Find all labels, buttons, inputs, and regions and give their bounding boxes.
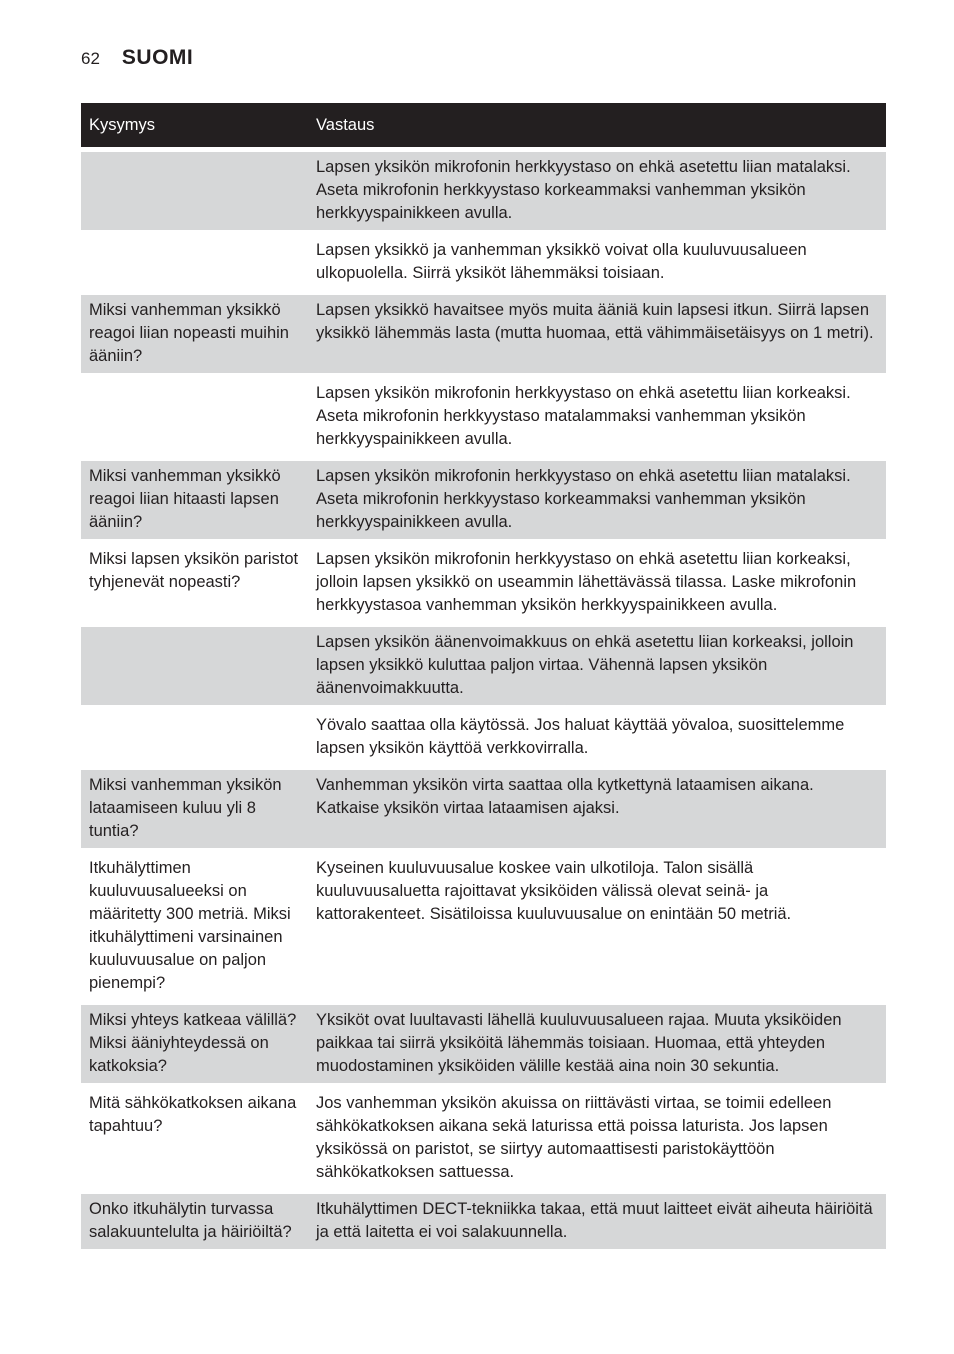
- page-number: 62: [81, 49, 100, 68]
- answer-cell: Lapsen yksikön mikrofonin herkkyystaso on ehkä asetettu liian korkeaksi. Aseta mikrofonin herkkyystaso matalammaksi vanhemman yksikön herkkyyspainikkeen avulla.: [316, 384, 851, 448]
- question-cell: Miksi vanhemman yksikkö reagoi liian hitaasti lapsen ääniin?: [81, 461, 308, 539]
- answer-cell: Lapsen yksikön äänenvoimakkuus on ehkä asetettu liian korkeaksi, jolloin lapsen yksikkö kuluttaa paljon virtaa. Vähennä lapsen yksikön äänenvoimakkuutta.: [308, 627, 886, 705]
- answer-cell: Lapsen yksikön mikrofonin herkkyystaso on ehkä asetettu liian matalaksi. Aseta mikrofonin herkkyystaso korkeammaksi vanhemman yksikön herkkyyspainikkeen avulla.: [308, 152, 886, 230]
- table-row: [81, 853, 886, 1000]
- table-row: [81, 378, 886, 456]
- table-row: [81, 627, 886, 705]
- question-cell: Miksi vanhemman yksikön lataamiseen kuluu yli 8 tuntia?: [81, 770, 308, 848]
- answer-cell: Yksiköt ovat luultavasti lähellä kuuluvuusalueen rajaa. Muuta yksiköiden paikkaa tai siirrä yksiköitä lähemmäs toisiaan. Huomaa, että yhteyden muodostaminen yksiköiden välille kestää aina noin 30 sekuntia.: [308, 1005, 886, 1083]
- question-cell: Onko itkuhälytin turvassa salakuuntelulta ja häiriöiltä?: [81, 1194, 308, 1249]
- question-cell: [81, 235, 308, 290]
- table-row: [81, 461, 886, 539]
- question-cell: Itkuhälyttimen kuuluvuusalueeksi on määritetty 300 metriä. Miksi itkuhälyttimeni varsinainen kuuluvuusalue on paljon pienempi?: [89, 859, 291, 992]
- answer-cell: Yövalo saattaa olla käytössä. Jos haluat käyttää yövaloa, suosittelemme lapsen yksikön käyttöä verkkovirralla.: [316, 716, 845, 757]
- column-header-question: Kysymys: [81, 103, 308, 147]
- table-header-row: [81, 103, 886, 147]
- question-cell: Mitä sähkökatkoksen aikana tapahtuu?: [89, 1094, 297, 1135]
- answer-cell: Lapsen yksikkö havaitsee myös muita ääniä kuin lapsesi itkun. Siirrä lapsen yksikkö lähemmäs lasta (mutta huomaa, että vähimmäisetäisyys on 1 metri).: [308, 295, 886, 373]
- question-cell: [81, 710, 308, 765]
- table-row: [81, 770, 886, 848]
- answer-cell: Itkuhälyttimen DECT-tekniikka takaa, että muut laitteet eivät aiheuta häiriöitä ja että laitetta ei voi salakuunnella.: [308, 1194, 886, 1249]
- question-cell: Miksi lapsen yksikön paristot tyhjenevät nopeasti?: [89, 550, 299, 591]
- table-row: [81, 295, 886, 373]
- table-row: [81, 1005, 886, 1083]
- faq-table: [81, 98, 886, 1254]
- answer-cell: Jos vanhemman yksikön akuissa on riittävästi virtaa, se toimii edelleen sähkökatkoksen aikana sekä laturissa että poissa laturista. Jos lapsen yksikössä on paristot, se siirtyy automaattisesti paristokäyttöön sähkökatkoksen sattuessa.: [316, 1094, 832, 1181]
- table-row: [81, 544, 886, 622]
- page-header: [81, 46, 193, 70]
- table-row: [81, 152, 886, 230]
- answer-cell: Lapsen yksikkö ja vanhemman yksikkö voivat olla kuuluvuusalueen ulkopuolella. Siirrä yksiköt lähemmäksi toisiaan.: [316, 241, 807, 282]
- section-title: SUOMI: [121, 46, 194, 69]
- column-header-answer: Vastaus: [308, 103, 886, 147]
- answer-cell: Lapsen yksikön mikrofonin herkkyystaso on ehkä asetettu liian korkeaksi, jolloin lapsen yksikkö on useammin lähettävässä tilassa. Laske mikrofonin herkkyystasoa vanhemman yksikön herkkyyspainikkeen avulla.: [316, 550, 857, 614]
- table-row: [81, 1194, 886, 1249]
- question-cell: [81, 378, 308, 456]
- question-cell: [81, 627, 308, 705]
- question-cell: [81, 152, 308, 230]
- faq-table-body: [81, 152, 886, 1249]
- question-cell: Miksi vanhemman yksikkö reagoi liian nopeasti muihin ääniin?: [81, 295, 308, 373]
- question-cell: Miksi yhteys katkeaa välillä? Miksi ääniyhteydessä on katkoksia?: [81, 1005, 308, 1083]
- answer-cell: Kyseinen kuuluvuusalue koskee vain ulkotiloja. Talon sisällä kuuluvuusaluetta rajoittavat yksiköiden välissä olevat seinä- ja kattorakenteet. Sisätiloissa kuuluvuusalue on enintään 50 metriä.: [316, 859, 792, 923]
- table-row: [81, 235, 886, 290]
- table-row: [81, 710, 886, 765]
- answer-cell: Vanhemman yksikön virta saattaa olla kytkettynä lataamisen aikana. Katkaise yksikön virtaa lataamisen ajaksi.: [308, 770, 886, 848]
- table-row: [81, 1088, 886, 1189]
- answer-cell: Lapsen yksikön mikrofonin herkkyystaso on ehkä asetettu liian matalaksi. Aseta mikrofonin herkkyystaso korkeammaksi vanhemman yksikön herkkyyspainikkeen avulla.: [308, 461, 886, 539]
